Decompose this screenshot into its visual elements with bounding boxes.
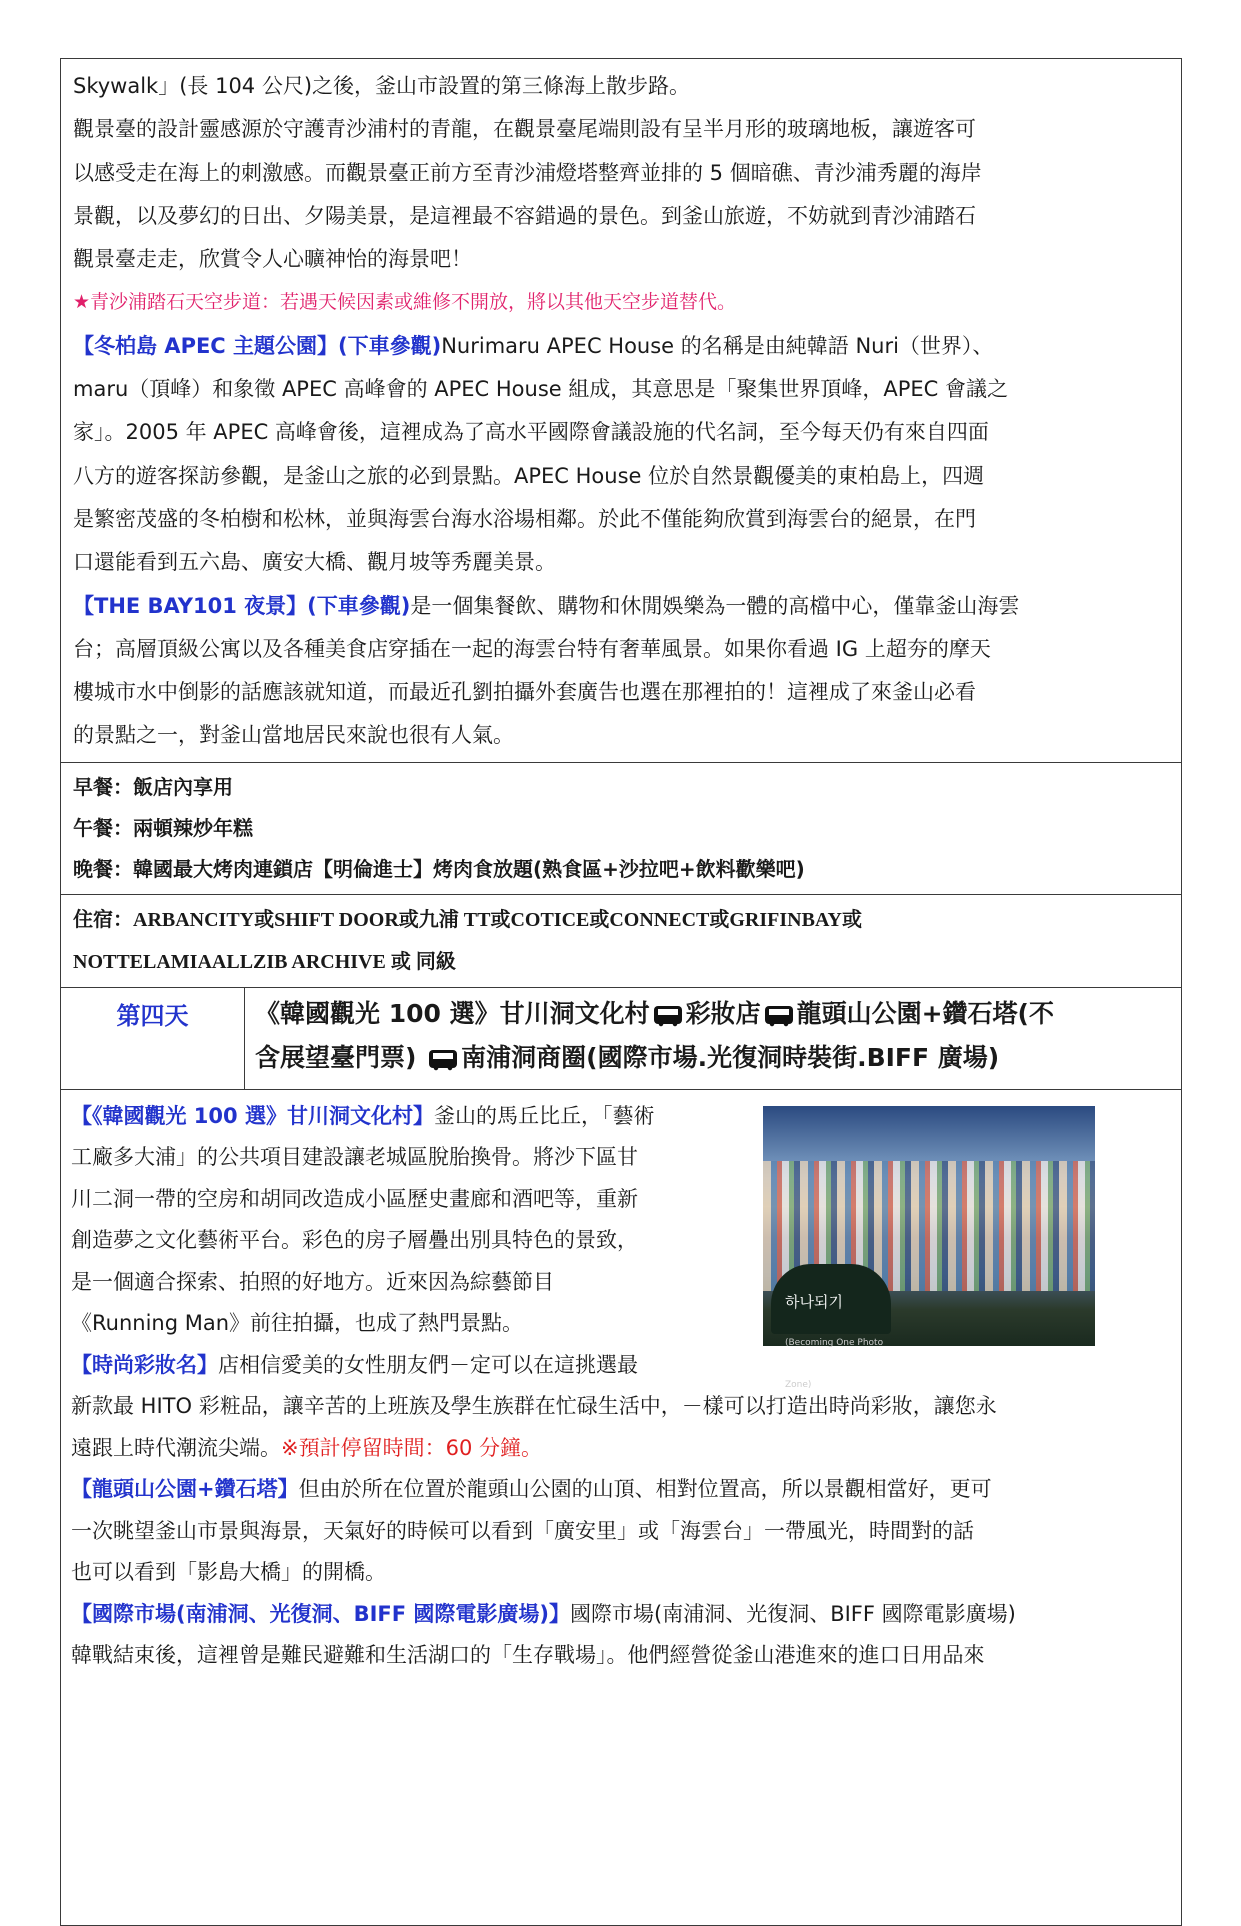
market-paragraph: [71, 1594, 1171, 1636]
text-line: 景觀，以及夢幻的日出、夕陽美景，是這裡最不容錯過的景色。到釜山旅遊，不妨就到青沙浦踏石: [73, 203, 976, 228]
breakfast-line: 早餐：飯店內享用: [73, 774, 233, 799]
bay-paragraph: [73, 585, 1169, 628]
text-line: 口還能看到五六島、廣安大橋、觀月坡等秀麗美景。: [73, 550, 556, 575]
text-line: 《Running Man》前往拍攝，也成了熱門景點。: [71, 1311, 524, 1336]
day-header-row: [60, 987, 1182, 1089]
day-label: 第四天: [61, 988, 245, 1089]
market-heading: 【國際市場(南浦洞、光復洞、BIFF 國際電影廣場)】: [71, 1601, 571, 1626]
apec-paragraph: [73, 325, 1169, 368]
gamcheon-text-column: [71, 1096, 671, 1387]
makeup-note-line: [71, 1428, 1171, 1470]
bus-icon: [429, 1050, 457, 1068]
text-line: 工廠多大浦」的公共項目建設讓老城區脫胎換骨。將沙下區甘: [71, 1145, 638, 1170]
text-line: 觀景臺走走，欣賞令人心曠神怡的海景吧！: [73, 247, 472, 272]
text-line: 一次眺望釜山市景與海景，天氣好的時候可以看到「廣安里」或「海雲台」一帶風光，時間對的話: [71, 1518, 974, 1543]
text-line: 以感受走在海上的刺激感。而觀景臺正前方至青沙浦燈塔整齊並排的 5 個暗礁、青沙浦秀麗的海岸: [73, 160, 982, 185]
lunch-line: 午餐：兩頓辣炒年糕: [73, 815, 253, 840]
text-line: 韓戰結束後，這裡曾是難民避難和生活湖口的「生存戰場」。他們經營從釜山港進來的進口日用品來: [71, 1643, 985, 1668]
bus-icon: [654, 1006, 682, 1024]
gamcheon-village-photo: [763, 1106, 1095, 1390]
text-line: 台；高層頂級公寓以及各種美食店穿插在一起的海雲台特有奢華風景。如果你看過 IG 上超夯的摩天: [73, 636, 991, 661]
text-line: Nurimaru APEC House 的名稱是由純韓語 Nuri（世界）、: [441, 333, 994, 358]
dinner-line: 晚餐：韓國最大烤肉連鎖店【明倫進士】烤肉食放題(熟食區+沙拉吧+飲料歡樂吧): [73, 856, 805, 881]
text-line: 是繁密茂盛的冬柏樹和松林，並與海雲台海水浴場相鄰。於此不僅能夠欣賞到海雲台的絕景，在門: [73, 506, 976, 531]
meals-section: [60, 762, 1182, 894]
gamcheon-heading: 【《韓國觀光 100 選》甘川洞文化村】: [71, 1103, 434, 1128]
photo-sky: [763, 1106, 1095, 1161]
yongdusan-paragraph: [71, 1469, 1171, 1511]
text-line: 但由於所在位置於龍頭山公園的山頂、相對位置高，所以景觀相當好，更可: [298, 1477, 992, 1502]
hotel-section: [60, 894, 1182, 987]
bay-heading: 【THE BAY101 夜景】(下車參觀): [73, 593, 411, 618]
text-line: 釜山的馬丘比丘，「藝術: [433, 1103, 655, 1128]
day-title-part: 《韓國觀光 100 選》甘川洞文化村: [255, 998, 650, 1028]
text-line: 觀景臺的設計靈感源於守護青沙浦村的青龍，在觀景臺尾端則設有呈半月形的玻璃地板，讓遊客可: [73, 117, 976, 142]
text-line: maru（頂峰）和象徵 APEC 高峰會的 APEC House 組成，其意思是「聚集世界頂峰，APEC 會議之: [73, 377, 1009, 402]
skywalk-notice: ★青沙浦踏石天空步道：若遇天候因素或維修不開放，將以其他天空步道替代。: [73, 291, 737, 314]
day-title-part: 彩妝店: [685, 998, 761, 1028]
text-line: 是一個適合探索、拍照的好地方。近來因為綜藝節目: [71, 1269, 554, 1294]
day-title: [245, 988, 1181, 1089]
text-line: 新款最 HITO 彩粧品，讓辛苦的上班族及學生族群在忙碌生活中，－樣可以打造出時尚彩妝，讓您永: [71, 1394, 997, 1419]
text-line: 創造夢之文化藝術平台。彩色的房子層疊出別具特色的景致，: [71, 1228, 638, 1253]
attractions-section: [60, 58, 1182, 762]
day4-content-section: [60, 1089, 1182, 1926]
stay-time-note: ※預計停留時間：60 分鐘。: [281, 1435, 542, 1460]
makeup-heading: 【時尚彩妝名】: [71, 1352, 218, 1377]
hotel-line: 住宿：ARBANCITY或SHIFT DOOR或九浦 TT或COTICE或CONNECT或GRIFINBAY或: [73, 908, 862, 931]
photo-sign-text: 하나되기: [785, 1292, 843, 1311]
text-line: 國際市場(南浦洞、光復洞、BIFF 國際電影廣場): [570, 1601, 1016, 1626]
yongdusan-heading: 【龍頭山公園+鑽石塔】: [71, 1477, 299, 1502]
makeup-paragraph: [71, 1345, 671, 1387]
text-line: 樓城市水中倒影的話應該就知道，而最近孔劉拍攝外套廣告也選在那裡拍的！這裡成了來釜山必看: [73, 680, 976, 705]
hotel-line: NOTTELAMIAALLZIB ARCHIVE 或 同級: [73, 950, 456, 973]
day-title-part: 含展望臺門票): [255, 1042, 417, 1072]
text-line: 遠跟上時代潮流尖端。: [71, 1435, 281, 1460]
text-line: 也可以看到「影島大橋」的開橋。: [71, 1560, 386, 1585]
text-line: 川二洞一帶的空房和胡同改造成小區歷史畫廊和酒吧等，重新: [71, 1186, 638, 1211]
bus-icon: [765, 1006, 793, 1024]
text-line: 的景點之一，對釜山當地居民來說也很有人氣。: [73, 723, 514, 748]
text-line: 八方的遊客探訪參觀，是釜山之旅的必到景點。APEC House 位於自然景觀優美的東柏島上，四週: [73, 463, 985, 488]
photo-sign: [771, 1264, 891, 1390]
day-title-part: 龍頭山公園+鑽石塔(不: [796, 998, 1054, 1028]
gamcheon-paragraph: [71, 1096, 671, 1138]
photo-sign-subtext: (Becoming One Photo Zone): [785, 1338, 884, 1390]
itinerary-page: [60, 58, 1182, 1926]
apec-heading: 【冬柏島 APEC 主題公園】(下車參觀): [73, 333, 442, 358]
day-title-part: 南浦洞商圈(國際市場.光復洞時裝街.BIFF 廣場): [461, 1042, 1000, 1072]
text-line: 家」。2005 年 APEC 高峰會後，這裡成為了高水平國際會議設施的代名詞，至今每天仍有來自四面: [73, 420, 989, 445]
text-line: 是一個集餐飲、購物和休閒娛樂為一體的高檔中心，僅靠釜山海雲: [410, 593, 1020, 618]
text-line: Skywalk」(長 104 公尺)之後，釜山市設置的第三條海上散步路。: [73, 74, 691, 98]
text-line: 店相信愛美的女性朋友們－定可以在這挑選最: [218, 1352, 638, 1377]
